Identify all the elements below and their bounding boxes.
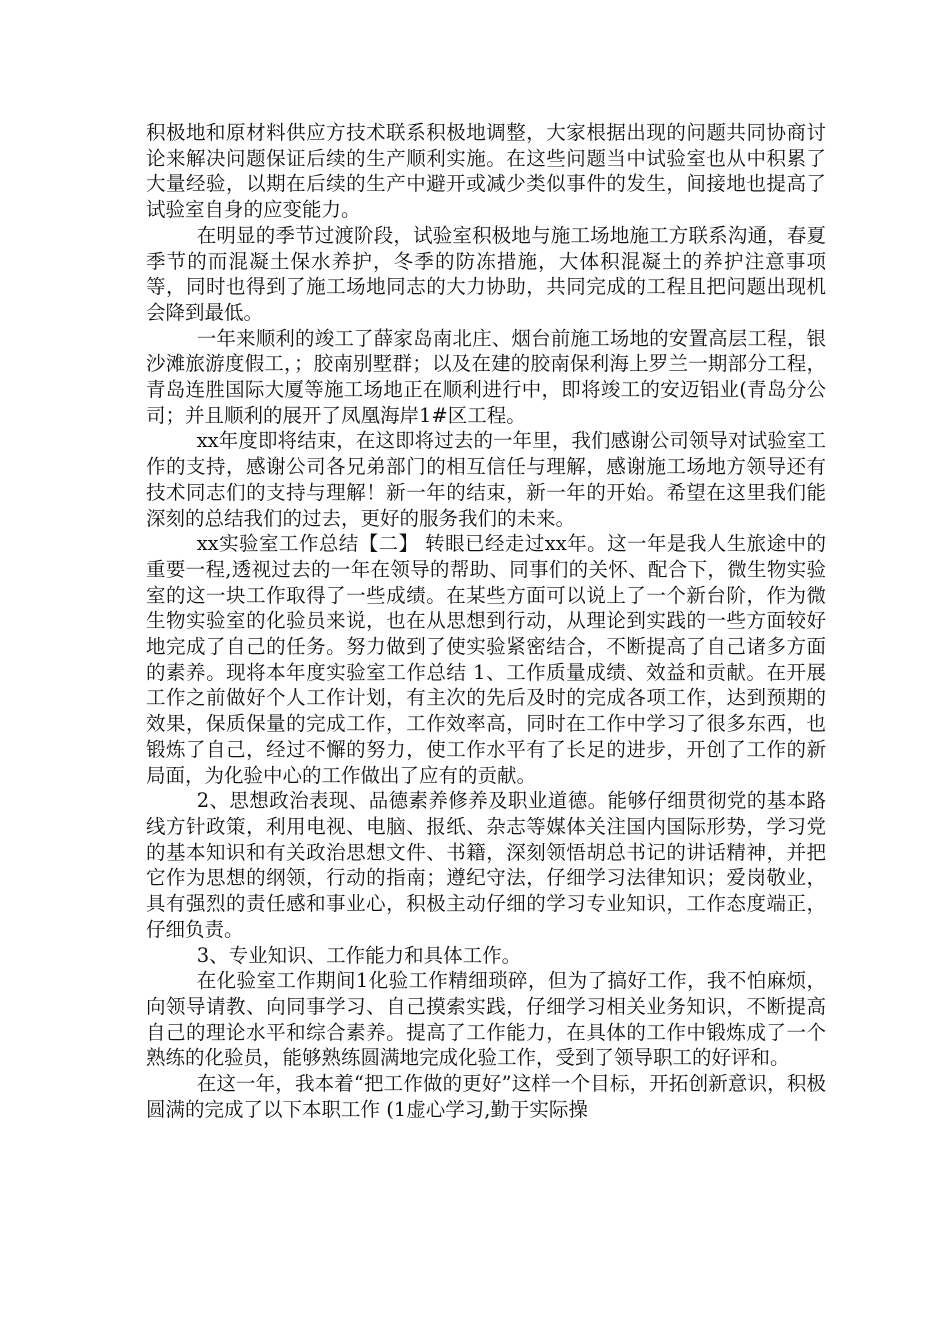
- paragraph-7: 3、专业知识、工作能力和具体工作。: [196, 943, 522, 967]
- paragraph-2: 在明显的季节过渡阶段，试验室积极地与施工场地施工方联系沟通，春夏季节的而混凝土保水养护，冬季的防冻措施，大体积混凝土的养护注意事项等，同时也得到了施工场地同志的大力协助，共同完成的工程且把问题出现机会降到最低。: [146, 223, 826, 324]
- paragraph-3: 一年来顺利的竣工了薛家岛南北庄、烟台前施工场地的安置高层工程，银沙滩旅游度假工，；胶南别墅群；以及在建的胶南保利海上罗兰一期部分工程，青岛连胜国际大厦等施工场地正在顺利进行中，即将竣工的安迈铝业(青岛分公司；并且顺利的展开了凤凰海岸1#区工程。: [146, 326, 826, 427]
- paragraph-4: xx年度即将结束，在这即将过去的一年里，我们感谢公司领导对试验室工作的支持，感谢公司各兄弟部门的相互信任与理解，感谢施工场地方领导还有技术同志们的支持与理解！新一年的结束，新一年的开始。希望在这里我们能深刻的总结我们的过去，更好的服务我们的未来。: [146, 429, 826, 530]
- paragraph-1: 积极地和原材料供应方技术联系积极地调整，大家根据出现的问题共同协商讨论来解决问题保证后续的生产顺利实施。在这些问题当中试验室也从中积累了大量经验，以期在后续的生产中避开或减少类似事件的发生，间接地也提高了试验室自身的应变能力。: [146, 121, 826, 222]
- paragraph-5: xx实验室工作总结【二】 转眼已经走过xx年。这一年是我人生旅途中的重要一程,透视过去的一年在领导的帮助、同事们的关怀、配合下，微生物实验室的这一块工作取得了一些成绩。在某些方面可以说上了一个新台阶，作为微生物实验室的化验员来说，也在从思想到行动，从理论到实践的一些方面较好地完成了自己的任务。努力做到了使实验紧密结合，不断提高了自己诸多方面的素养。现将本年度实验室工作总结 1、工作质量成绩、效益和贡献。在开展工作之前做好个人工作计划，有主次的先后及时的完成各项工作，达到预期的效果，保质保量的完成工作，工作效率高，同时在工作中学习了很多东西，也锻炼了自己，经过不懈的努力，使工作水平有了长足的进步，开创了工作的新局面，为化验中心的工作做出了应有的贡献。: [146, 532, 826, 787]
- document-page: [146, 120, 826, 1122]
- paragraph-6: 2、思想政治表现、品德素养修养及职业道德。能够仔细贯彻党的基本路线方针政策，利用电视、电脑、报纸、杂志等媒体关注国内国际形势，学习党的基本知识和有关政治思想文件、书籍，深刻领悟胡总书记的讲话精神，并把它作为思想的纲领，行动的指南；遵纪守法，仔细学习法律知识；爱岗敬业，具有强烈的责任感和事业心，积极主动仔细的学习专业知识，工作态度端正，仔细负责。: [146, 789, 826, 941]
- paragraph-9: 在这一年，我本着“把工作做的更好”这样一个目标，开拓创新意识，积极圆满的完成了以下本职工作 (1虚心学习,勤于实际操: [146, 1072, 826, 1121]
- paragraph-8: 在化验室工作期间1化验工作精细琐碎，但为了搞好工作，我不怕麻烦，向领导请教、向同事学习、自己摸索实践，仔细学习相关业务知识，不断提高自己的理论水平和综合素养。提高了工作能力，在具体的工作中锻炼成了一个熟练的化验员，能够熟练圆满地完成化验工作，受到了领导职工的好评和。: [146, 969, 826, 1070]
